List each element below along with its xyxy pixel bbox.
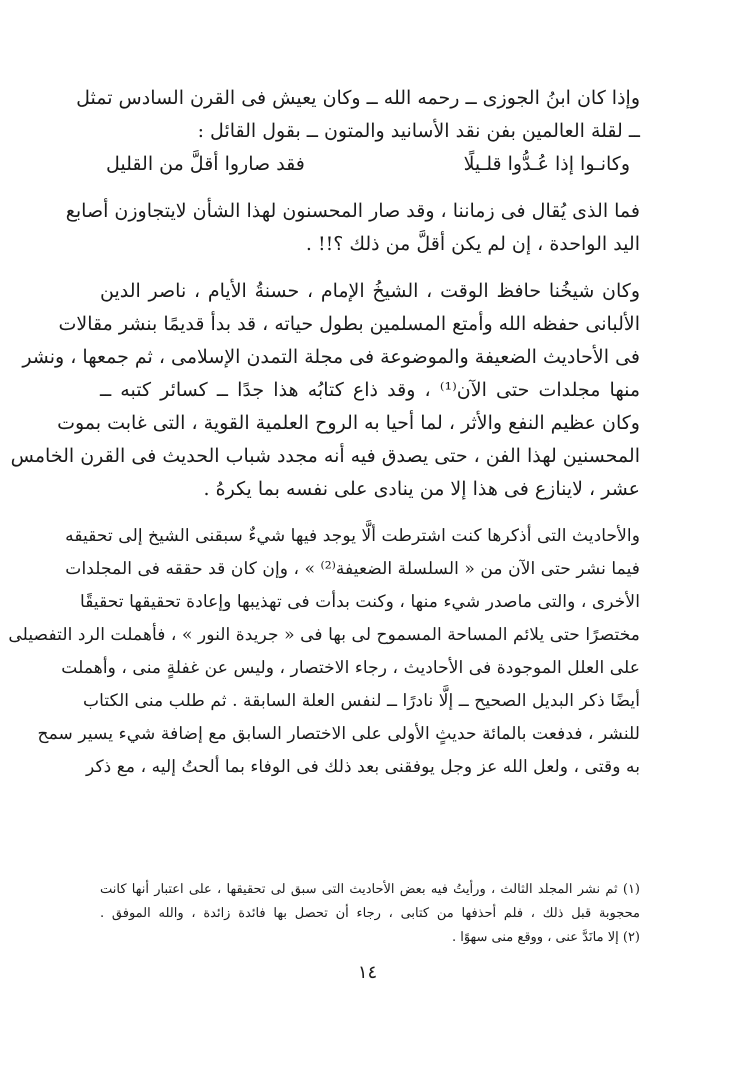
footnote-line: (٢) إلا مانَدَّ عنى ، ووقع منى سهوًا . [451,930,640,945]
text-line: وكان شيخُنا حافظ الوقت ، الشيخُ الإمام ، حسنةُ الأيام ، ناصر الدين [100,280,640,302]
text-line: وكان عظيم النفع والأثر ، لما أحيا به الروح العلمية القوية ، التى غابت بموت [57,412,640,434]
text-line: عشر ، لاينازع فى هذا إلا من ينادى على نفسه بما يكرهُ . [203,478,640,500]
paragraph-1 [76,82,640,148]
text-line: مختصرًا حتى يلائم المساحة المسموح لى بها فى « جريدة النور » ، فأهملت الرد التفصيلى [8,625,640,645]
text-line: أيضًا ذكر البديل الصحيح ــ إلَّا نادرًا ــ لنفس العلة السابقة . ثم طلب منى الكتاب [82,691,640,711]
poem-verse [100,148,640,181]
text-line: فما الذى يُقال فى زماننا ، وقد صار المحسنون لهذا الشأن لايتجاوزن أصابع [65,200,640,222]
text-line: للنشر ، فدفعت بالمائة حديثٍ الأولى على الاختصار السابق مع إضافة شيء يسير سمح [37,724,640,744]
text-line: فى الأحاديث الضعيفة والموضوعة فى مجلة التمدن الإسلامى ، ثم جمعها ، ونشر [22,346,640,368]
text-line: على العلل الموجودة فى الأحاديث ، رجاء الاختصار ، وليس عن غفلةٍ منى ، وأهملت [61,658,640,678]
text-line: الأخرى ، والتى ماصدر شيء منها ، وكنت بدأت فى تهذيبها وإعادة تحقيقها تحقيقًا [79,592,640,612]
text-line: به وقتى ، ولعل الله عز وجل يوفقنى بعد ذلك فى الوفاء بما ألحتُ إليه ، مع ذكر [86,757,640,777]
paragraph-3 [10,275,640,506]
text-line: منها مجلدات حتى الآن⁽¹⁾ ، وقد ذاع كتابُه هذا جدًا ــ كسائر كتبه ــ [100,379,640,401]
text-line: فيما نشر حتى الآن من « السلسلة الضعيفة⁽²⁾ » ، وإن كان قد حققه فى المجلدات [65,559,640,579]
text-line: الألبانى حفظه الله وأمتع المسلمين بطول حياته ، قد بدأ قديمًا بنشر مقالات [58,313,640,335]
main-text [8,82,640,784]
poem-second-hemistich: فقد صاروا أقلَّ من القليل [106,153,305,175]
paragraph-2 [65,195,640,261]
poem-first-hemistich: وكانـوا إذا عُـدُّوا قلـيلًا [463,153,630,175]
paragraph-4 [8,520,640,784]
text-line: ــ لقلة العالمين بفن نقد الأسانيد والمتون ــ بقول القائل : [197,120,640,142]
text-line: وإذا كان ابنُ الجوزى ــ رحمه الله ــ وكان يعيش فى القرن السادس تمثل [76,87,640,109]
page-number: ١٤ [357,962,378,983]
footnote-line: (١) ثم نشر المجلد الثالث ، ورأيتُ فيه بعض الأحاديث التى سبق لى تحقيقها ، على اعتبار أنها كانت [100,882,640,897]
footnote-line: محجوبة قبل ذلك ، فلم أحذفها من كتابى ، رجاء أن تحصل بها فائدة زائدة ، والله الموفق . [100,906,640,921]
text-line: اليد الواحدة ، إن لم يكن أقلَّ من ذلك ؟!! . [305,233,640,255]
text-line: المحسنين لهذا الفن ، حتى يصدق فيه أنه مجدد شباب الحديث فى القرن الخامس [10,445,640,467]
text-line: والأحاديث التى أذكرها كنت اشترطت ألَّا يوجد فيها شيءٌ سبقنى الشيخ إلى تحقيقه [65,526,640,546]
footnotes [100,878,640,950]
